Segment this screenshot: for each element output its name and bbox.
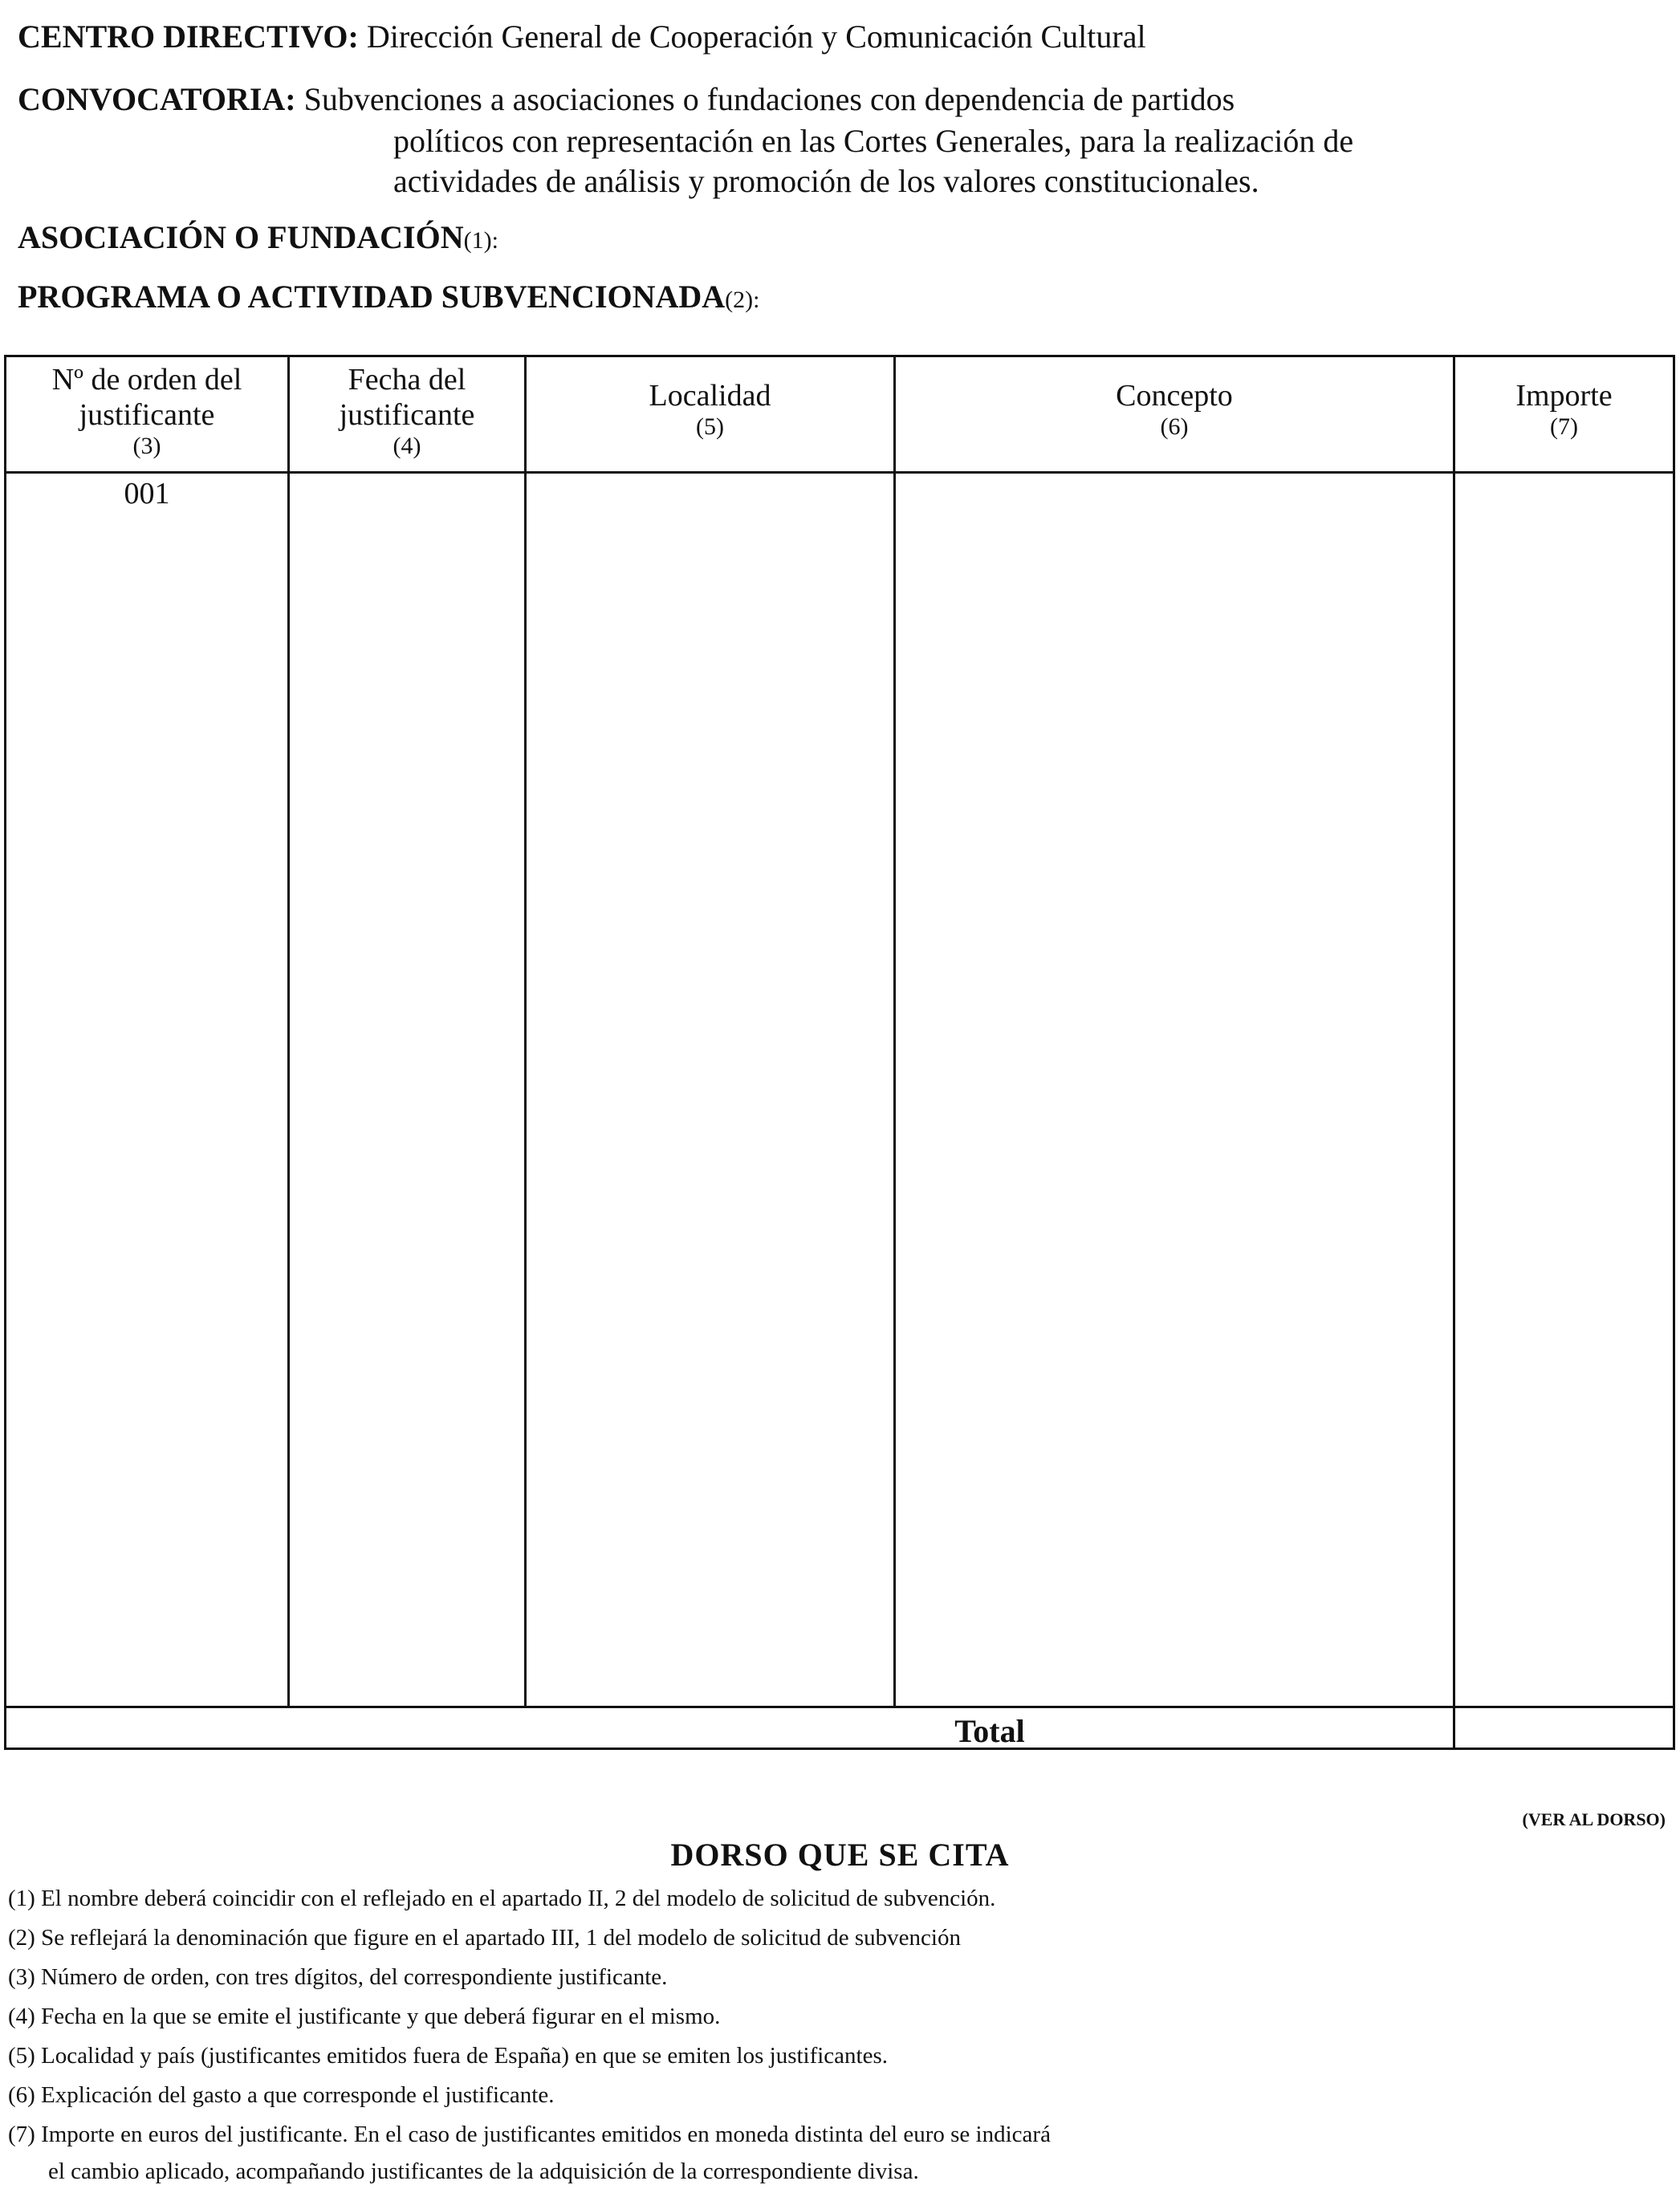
- footnote-1: (1) El nombre deberá coincidir con el reflejado en el apartado II, 2 del modelo de solicitud de subvención.: [8, 1886, 996, 1911]
- dorso-title: DORSO QUE SE CITA: [670, 1837, 1010, 1873]
- asociacion-label: ASOCIACIÓN O FUNDACIÓN: [18, 219, 464, 255]
- total-divider: [6, 1706, 1673, 1708]
- programa-actividad: [18, 278, 760, 319]
- column-divider: [287, 357, 290, 1706]
- footnote-7: (7) Importe en euros del justificante. En el caso de justificantes emitidos en moneda distinta del euro se indicará: [8, 2122, 1051, 2147]
- column-header-numero-orden: Nº de orden del justificante (3): [51, 363, 242, 459]
- column-divider: [893, 357, 896, 1706]
- column-header-localidad: Localidad (5): [649, 379, 771, 440]
- column-divider: [1453, 357, 1455, 1750]
- footnote-7-continued: el cambio aplicado, acompañando justificantes de la adquisición de la correspondiente divisa.: [48, 2158, 919, 2184]
- convocatoria-line-3: actividades de análisis y promoción de los valores constitucionales.: [393, 163, 1259, 199]
- asociacion-fundacion: [18, 218, 498, 260]
- ver-al-dorso-note: (VER AL DORSO): [1522, 1809, 1666, 1829]
- total-label: Total: [954, 1713, 1025, 1749]
- column-divider: [524, 357, 527, 1706]
- programa-ref: (2):: [725, 287, 760, 313]
- programa-label: PROGRAMA O ACTIVIDAD SUBVENCIONADA: [18, 279, 726, 315]
- centro-directivo-label: CENTRO DIRECTIVO:: [18, 18, 359, 55]
- asociacion-ref: (1):: [463, 227, 498, 254]
- footnote-2: (2) Se reflejará la denominación que figure en el apartado III, 1 del modelo de solicitud de subvención: [8, 1925, 961, 1951]
- justificantes-table: [4, 355, 1675, 1750]
- footnote-6: (6) Explicación del gasto a que corresponde el justificante.: [8, 2082, 555, 2108]
- convocatoria-label: CONVOCATORIA:: [18, 81, 296, 117]
- convocatoria-line-2: políticos con representación en las Cortes Generales, para la realización de: [393, 123, 1354, 159]
- column-header-concepto: Concepto (6): [1116, 379, 1233, 440]
- centro-directivo-value: Dirección General de Cooperación y Comunicación Cultural: [366, 18, 1146, 55]
- column-header-fecha: Fecha del justificante (4): [339, 363, 475, 459]
- column-header-importe: Importe (7): [1515, 379, 1613, 440]
- centro-directivo: [18, 18, 1146, 56]
- convocatoria-line-1: Subvenciones a asociaciones o fundaciones con dependencia de partidos: [303, 81, 1235, 117]
- footnote-3: (3) Número de orden, con tres dígitos, del correspondiente justificante.: [8, 1964, 668, 1990]
- convocatoria: [18, 80, 1235, 119]
- footnote-5: (5) Localidad y país (justificantes emitidos fuera de España) en que se emiten los justificantes.: [8, 2043, 889, 2069]
- table-cell-numero-orden: 001: [124, 477, 170, 511]
- footnote-4: (4) Fecha en la que se emite el justificante y que deberá figurar en el mismo.: [8, 2004, 721, 2029]
